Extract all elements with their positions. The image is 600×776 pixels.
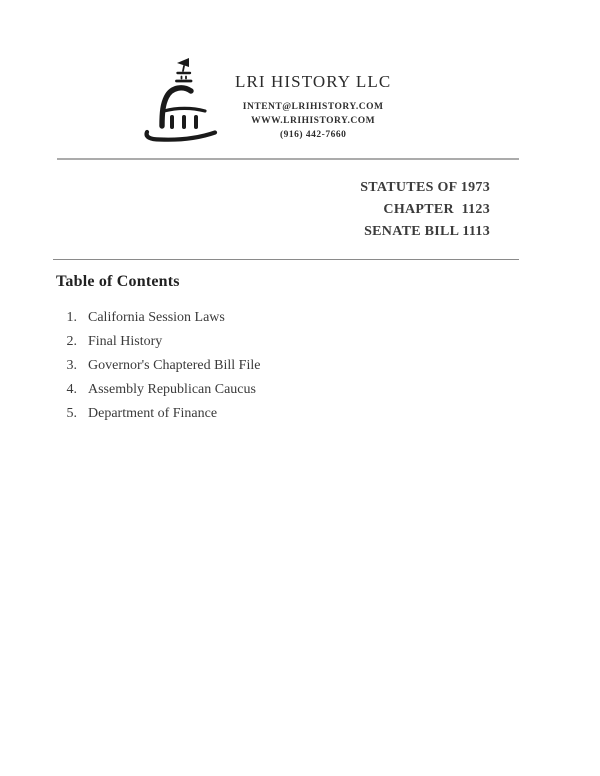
toc-item-label: Final History xyxy=(88,334,163,349)
divider-top xyxy=(57,158,519,160)
toc-title: Table of Contents xyxy=(56,273,180,290)
toc-item-label: Assembly Republican Caucus xyxy=(88,382,256,397)
case-info-block xyxy=(360,177,490,243)
table-of-contents xyxy=(56,273,260,430)
capitol-dome-sketch-icon xyxy=(144,57,220,143)
toc-item xyxy=(56,358,260,374)
toc-item-number: 4. xyxy=(66,382,77,397)
toc-list xyxy=(56,310,260,422)
letterhead-text xyxy=(235,57,391,142)
chapter-line: CHAPTER 1123 xyxy=(383,202,490,217)
letterhead xyxy=(144,57,391,143)
toc-item xyxy=(56,406,260,422)
toc-item-label: Department of Finance xyxy=(88,406,218,421)
statutes-line: STATUTES OF 1973 xyxy=(360,180,490,195)
toc-item xyxy=(56,334,260,350)
toc-item-label: Governor's Chaptered Bill File xyxy=(88,358,261,373)
toc-item xyxy=(56,382,260,398)
divider-bottom xyxy=(53,259,519,260)
company-phone: (916) 442-7660 xyxy=(279,130,347,140)
toc-item-number: 2. xyxy=(66,334,77,349)
senate-bill-line: SENATE BILL 1113 xyxy=(364,224,490,239)
toc-item xyxy=(56,310,260,326)
toc-item-number: 3. xyxy=(66,358,77,373)
company-website: WWW.LRIHISTORY.COM xyxy=(251,116,376,126)
company-name: LRI HISTORY LLC xyxy=(235,72,392,91)
toc-item-number: 1. xyxy=(66,310,77,325)
toc-item-number: 5. xyxy=(66,406,77,421)
toc-item-label: California Session Laws xyxy=(88,310,225,325)
company-email: INTENT@LRIHISTORY.COM xyxy=(242,102,384,112)
